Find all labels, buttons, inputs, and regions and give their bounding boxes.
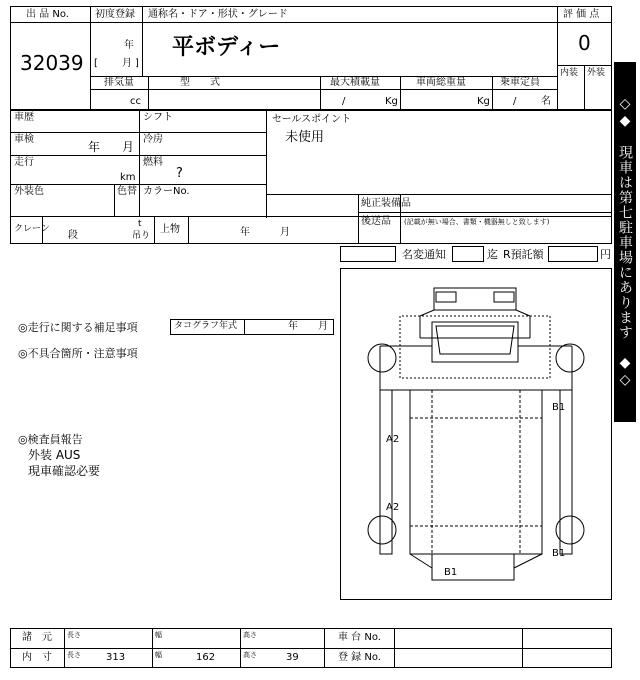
- capacity-label: 乗車定員: [500, 77, 540, 88]
- color-no-label: カラーNo.: [143, 186, 190, 197]
- gvw-label: 車両総重量: [416, 77, 466, 88]
- mark-b1-rear: B1: [444, 567, 458, 578]
- model-desc-label: 通称名・ドア・形状・グレード: [148, 9, 288, 20]
- type-label: 型 式: [180, 77, 220, 88]
- genuine-label: 純正装備品: [361, 198, 411, 209]
- crane-t: t: [138, 219, 142, 229]
- deposit-prefix: 迄: [487, 248, 498, 261]
- deposit-unit: 円: [600, 248, 611, 261]
- score-value: 0: [578, 31, 591, 55]
- interior-label: 内装: [560, 68, 579, 78]
- first-reg-month-label: 月: [122, 58, 132, 69]
- bracket-open: [: [94, 58, 98, 69]
- inspector-line-2: 現車確認必要: [28, 464, 101, 478]
- name-change-label: 名変通知: [402, 248, 446, 261]
- inspector-line-1: 外装 AUS: [28, 448, 81, 462]
- tacho-month: 月: [318, 321, 328, 332]
- displacement-label: 排気量: [104, 77, 134, 88]
- deposit-label: R預託額: [503, 248, 544, 261]
- mark-a2-upper: A2: [386, 434, 400, 445]
- tacho-label: タコグラフ年式: [174, 321, 238, 331]
- chassis-no-label: 車 台 No.: [338, 632, 381, 643]
- spec-width-label: 幅: [155, 631, 162, 639]
- inspector-report-label: ◎検査員報告: [18, 433, 83, 446]
- crane-label: クレーン: [14, 224, 50, 234]
- inner-length-label: 長さ: [67, 651, 81, 659]
- shift-label: シフト: [143, 112, 173, 123]
- max-load-sep: /: [342, 96, 346, 107]
- crane-stage: 段: [68, 230, 78, 241]
- name-change-date-box: [452, 246, 484, 262]
- spec-height-label: 高さ: [243, 631, 257, 639]
- gvw-unit: Kg: [477, 96, 490, 107]
- model-desc-value: 平ボディー: [172, 35, 281, 60]
- fuel-value: ?: [176, 166, 183, 181]
- delivery-label: 後送品: [361, 216, 391, 227]
- capacity-sep: /: [513, 96, 517, 107]
- delivery-note: (記載が無い場合、書類・機器無しと致します): [404, 218, 550, 226]
- displacement-unit: cc: [130, 96, 141, 107]
- parking-notice-text: ◇◆ 現車は第七駐車場にあります ◆◇: [617, 95, 633, 389]
- color-change-label: 色替: [117, 186, 137, 197]
- inner-height-label: 高さ: [243, 651, 257, 659]
- lot-no-value: 32039: [20, 51, 84, 75]
- history-label: 車歴: [14, 112, 34, 123]
- first-reg-year-label: 年: [124, 40, 134, 51]
- inner-length-value: 313: [106, 652, 126, 663]
- sales-point-value: 未使用: [285, 130, 325, 145]
- max-load-unit: Kg: [385, 96, 398, 107]
- mark-a2-lower: A2: [386, 502, 400, 513]
- reg-no-label: 登 録 No.: [338, 652, 381, 663]
- spec-length-label: 長さ: [67, 631, 81, 639]
- truck-diagram: [340, 268, 612, 600]
- score-label: 評 価 点: [563, 9, 600, 20]
- defects-label: ◎不具合箇所・注意事項: [18, 347, 138, 360]
- mileage-label: 走行: [14, 157, 34, 168]
- sales-point-label: セールスポイント: [272, 114, 352, 125]
- tailgate-label: 上物: [160, 224, 180, 235]
- capacity-unit: 名: [541, 96, 551, 107]
- inspection-label: 車検: [14, 134, 34, 145]
- mileage-unit: km: [120, 172, 136, 183]
- inspection-year: 年: [88, 140, 101, 154]
- exterior-label: 外装: [587, 68, 606, 78]
- max-load-label: 最大積載量: [330, 77, 380, 88]
- name-change-box: [340, 246, 396, 262]
- mark-b1-side: B1: [552, 402, 566, 413]
- inner-height-value: 39: [286, 652, 299, 663]
- ext-color-label: 外装色: [14, 186, 44, 197]
- inner-width-label: 幅: [155, 651, 162, 659]
- aircon-label: 冷房: [143, 134, 163, 145]
- mark-b1-rear-wheel: B1: [552, 548, 566, 559]
- tailgate-year: 年: [240, 227, 250, 238]
- lot-no-label: 出 品 No.: [26, 9, 69, 20]
- parking-notice-banner: [614, 62, 636, 422]
- crane-hook: 吊り: [132, 231, 151, 241]
- inner-width-value: 162: [196, 652, 216, 663]
- tailgate-month: 月: [280, 227, 290, 238]
- first-reg-label: 初度登録: [95, 9, 135, 20]
- spec-label: 諸 元: [22, 632, 52, 643]
- inspection-month: 月: [122, 140, 135, 154]
- inner-dim-label: 内 寸: [22, 652, 52, 663]
- tacho-year: 年: [288, 321, 298, 332]
- fuel-label: 燃料: [143, 157, 163, 168]
- bracket-close: ]: [135, 58, 139, 69]
- driving-notes-label: ◎走行に関する補足事項: [18, 321, 138, 334]
- deposit-box: [548, 246, 598, 262]
